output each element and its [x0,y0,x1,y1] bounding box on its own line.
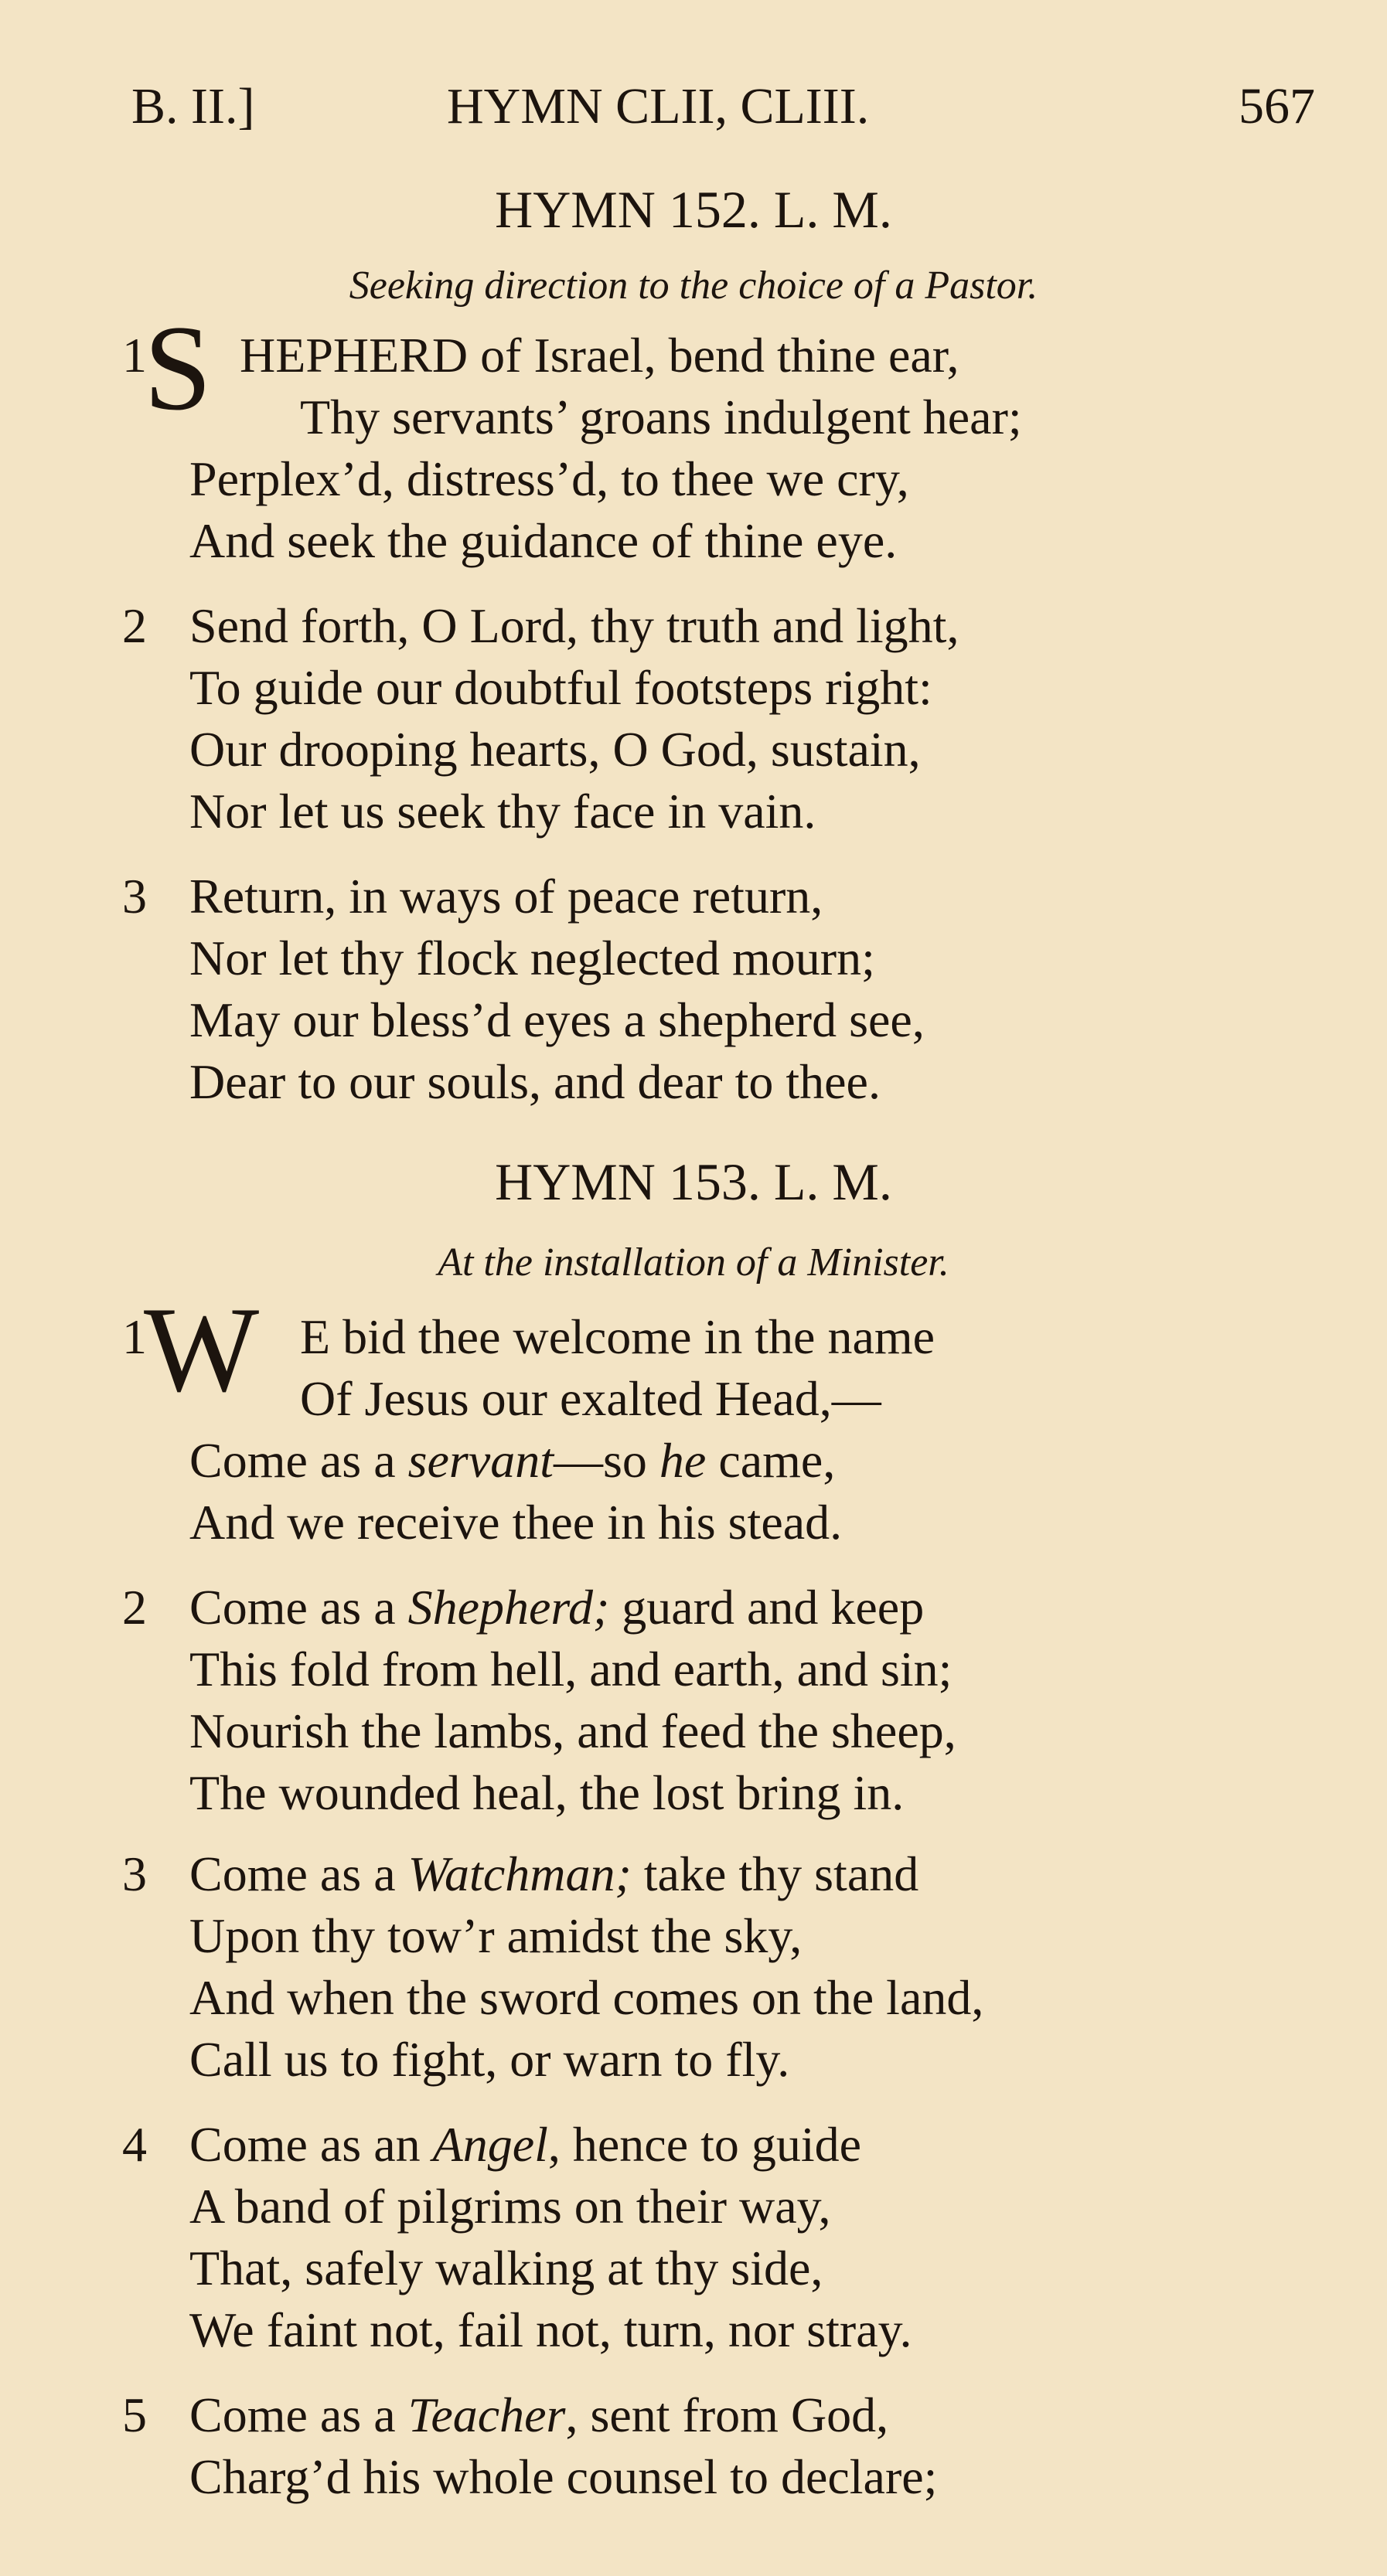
verse-line: Perplex’d, distress’d, to thee we cry, [189,451,909,506]
verse-line: Return, in ways of peace return, [189,869,823,924]
verse-line: A band of pilgrims on their way, [189,2179,831,2234]
verse-number: 2 [122,598,147,653]
verse-line: May our bless’d eyes a shepherd see, [189,992,925,1047]
verse-line: Nourish the lambs, and feed the sheep, [189,1703,956,1758]
verse-line: Thy servants’ groans indulgent hear; [300,390,1022,444]
verse-line: Send forth, O Lord, thy truth and light, [189,598,959,653]
verse-line: We faint not, fail not, turn, nor stray. [189,2302,912,2357]
verse-number: 2 [122,1580,147,1635]
verse-line: Charg’d his whole counsel to declare; [189,2449,938,2504]
verse-number: 5 [122,2387,147,2442]
verse-line: This fold from hell, and earth, and sin; [189,1642,952,1696]
drop-cap: S [144,301,212,436]
verse-number: 3 [122,869,147,924]
verse-line: HEPHERD of Israel, bend thine ear, [240,328,959,383]
drop-cap: W [144,1282,260,1417]
verse-line: And we receive thee in his stead. [189,1495,843,1550]
verse-line: To guide our doubtful footsteps right: [189,660,932,715]
verse-line: The wounded heal, the lost bring in. [189,1765,905,1820]
verse-line: Our drooping hearts, O God, sustain, [189,722,921,777]
verse-line: Come as a servant—so he came, [189,1433,836,1488]
verse-number: 4 [122,2117,147,2172]
hymn-153-title: HYMN 153. L. M. [495,1152,892,1211]
verse-number: 1 [122,328,147,383]
hymn-152-subtitle: Seeking direction to the choice of a Pastor. [349,264,1038,308]
verse-line: And seek the guidance of thine eye. [189,513,898,568]
verse-line: Call us to fight, or warn to fly. [189,2032,790,2087]
verse-line: Come as an Angel, hence to guide [189,2117,862,2172]
running-header [0,77,1387,147]
page-number: 567 [1239,78,1315,134]
verse-line: Come as a Teacher, sent from God, [189,2387,889,2442]
verse-line: Nor let thy flock neglected mourn; [189,931,875,985]
running-title: HYMN CLII, CLIII. [447,78,870,134]
verse-line: That, safely walking at thy side, [189,2241,823,2295]
verse-line: Nor let us seek thy face in vain. [189,784,816,839]
verse-number: 1 [122,1309,147,1364]
verse-line: Come as a Watchman; take thy stand [189,1846,919,1901]
verse-line: E bid thee welcome in the name [300,1309,935,1364]
verse-line: Upon thy tow’r amidst the sky, [189,1908,803,1963]
verse-number: 3 [122,1846,147,1901]
verse-line: Dear to our souls, and dear to thee. [189,1054,881,1109]
section-marker: B. II.] [131,78,255,134]
verse-line: Of Jesus our exalted Head,— [300,1371,881,1426]
verse-line: Come as a Shepherd; guard and keep [189,1580,925,1635]
verse-line: And when the sword comes on the land, [189,1970,984,2025]
hymn-153-subtitle: At the installation of a Minister. [438,1240,949,1285]
hymn-152-title: HYMN 152. L. M. [495,180,892,239]
